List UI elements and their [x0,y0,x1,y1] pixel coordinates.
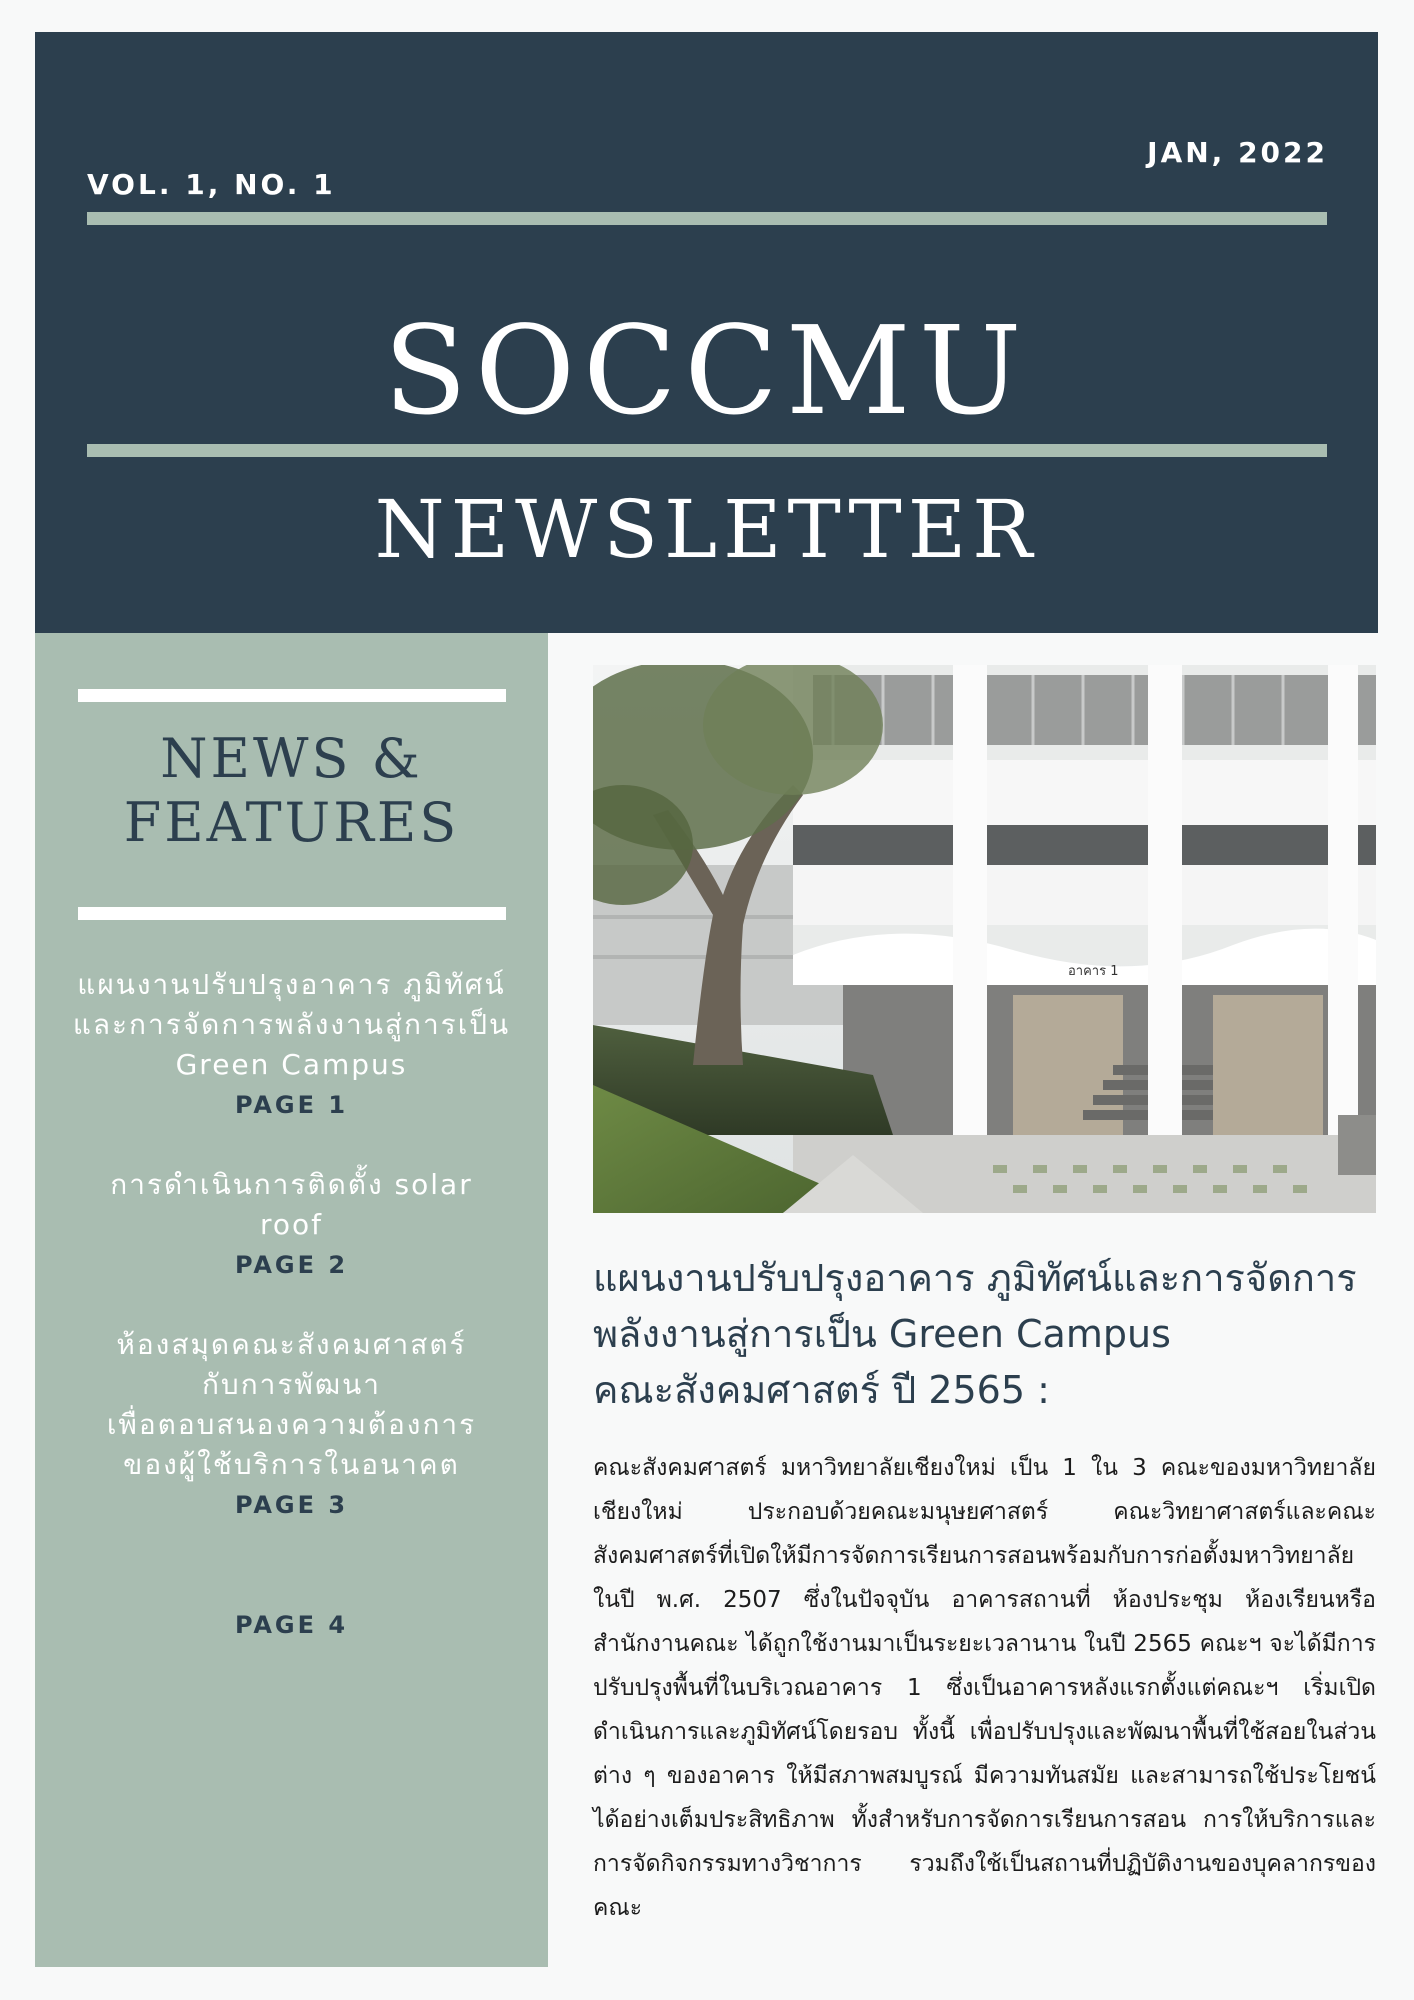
toc-item-title: การดำเนินการติดตั้ง solar roof [110,1168,473,1241]
toc-item-title: ห้องสมุดคณะสังคมศาสตร์ กับการพัฒนา เพื่อตอบสนองความต้องการ ของผู้ใช้บริการในอนาคต [106,1328,477,1481]
volume-number: VOL. 1, NO. 1 [87,168,336,201]
sidebar-heading: NEWS & FEATURES [123,727,460,854]
news-features-sidebar [35,633,548,1967]
newsletter-title: SOCCMU [383,300,1030,442]
toc-item-green-campus[interactable] [55,965,528,1119]
toc-item-title: แผนงานปรับปรุงอาคาร ภูมิทัศน์ และการจัดการพลังงานสู่การเป็น Green Campus [72,968,511,1081]
article-title: แผนงานปรับปรุงอาคาร ภูมิทัศน์และการจัดการ พลังงานสู่การเป็น Green Campus คณะสังคมศาสตร์ ปี 2565 : [593,1256,1357,1412]
sidebar-divider-bottom [78,907,506,920]
toc-page-label: PAGE 4 [234,1611,349,1639]
masthead [35,32,1378,633]
toc-page-label: PAGE 1 [234,1091,349,1119]
masthead-divider-middle [87,444,1327,457]
sidebar-divider-top [78,689,506,702]
article-body: คณะสังคมศาสตร์ มหาวิทยาลัยเชียงใหม่ เป็น 1 ใน 3 คณะของมหาวิทยาลัยเชียงใหม่ ประกอบด้วยคณะมนุษยศาสตร์ คณะวิทยาศาสตร์และคณะสังคมศาสตร์ที่เปิดให้มีการจัดการเรียนการสอนพร้อมกับการก่อตั้งมหาวิทยาลัยในปี พ.ศ. 2507 ซึ่งในปัจจุบัน อาคารสถานที่ ห้องประชุม ห้องเรียนหรือสำนักงานคณะ ได้ถูกใช้งานมาเป็นระยะเวลานาน ในปี 2565 คณะฯ จะได้มีการปรับปรุงพื้นที่ในบริเวณอาคาร 1 ซึ่งเป็นอาคารหลังแรกตั้งแต่คณะฯ เริ่มเปิดดำเนินการและภูมิทัศน์โดยรอบ ทั้งนี้ เพื่อปรับปรุงและพัฒนาพื้นที่ใช้สอยในส่วนต่าง ๆ ของอาคาร ให้มีสภาพสมบูรณ์ มีความทันสมัย และสามารถใช้ประโยชน์ได้อย่างเต็มประสิทธิภาพ ทั้งสำหรับการจัดการเรียนการสอน การให้บริการและการจัดกิจกรรมทางวิชาการ รวมถึงใช้เป็นสถานที่ปฏิบัติงานของบุคลากรของคณะ [593,1455,1376,1921]
building-rendering-photo [593,665,1376,1213]
building-rendering-illustration [593,665,1376,1213]
issue-date: JAN, 2022 [1147,136,1328,169]
toc-page-label: PAGE 2 [234,1251,349,1279]
toc-item-page-4[interactable] [55,1605,528,1639]
newsletter-subtitle: NEWSLETTER [374,483,1039,576]
building-sign: อาคาร 1 [1068,964,1119,979]
toc-page-label: PAGE 3 [234,1491,349,1519]
toc-item-library[interactable] [55,1325,528,1519]
toc-item-solar-roof[interactable] [55,1165,528,1279]
masthead-divider-top [87,212,1327,225]
